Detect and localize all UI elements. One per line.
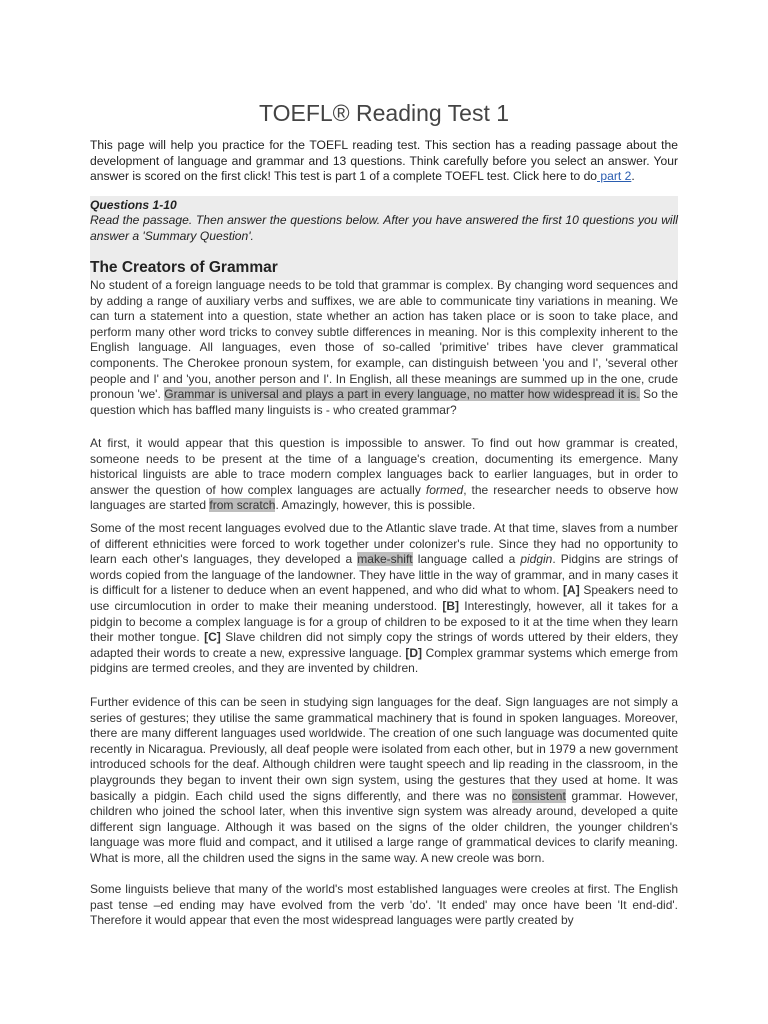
p3-highlight: make-shift bbox=[357, 552, 413, 567]
questions-instructions: Read the passage. Then answer the questions below. After you have answered the first 10 questions you will answer a 'Summary Question'. bbox=[90, 213, 678, 243]
insert-marker-b[interactable]: [B] bbox=[442, 598, 460, 613]
questions-heading: Questions 1-10 bbox=[90, 198, 177, 212]
p2-italic: formed bbox=[425, 482, 464, 497]
p1-text-a: No student of a foreign language needs to be told that grammar is complex. By changing word sequences and by adding a range of auxiliary verbs and suffixes, we are able to communicate tiny variations in meaning. We can turn a statement into a question, state whether an action has taken place or is soon to take place, and perform many other word tricks to convey subtle differences in meaning. Nor is this complexity inherent to the English language. All languages, even those of so-called 'primitive' tribes have clever grammatical components. The Cherokee pronoun system, for example, can distinguish between 'you and I', 'several other people and I' and 'you, another person and I'. In English, all these meanings are summed up in the one, crude pronoun 'we'. bbox=[90, 278, 678, 402]
p1-highlight: Grammar is universal and plays a part in every language, no matter how widespread it is. bbox=[164, 387, 640, 402]
intro-end: . bbox=[631, 169, 635, 184]
p4-text-b: grammar. However, children who joined the school later, when this inventive sign system was already around, developed a quite different sign language. Although it was based on the signs of the older children, the younger children's language was more fluid and compact, and it utilised a large range of grammatical devices to clarify meaning. What is more, all the children used the signs in the same way. A new creole was born. bbox=[90, 788, 678, 865]
passage-paragraph-3 bbox=[90, 521, 678, 677]
insert-marker-a[interactable]: [A] bbox=[563, 583, 580, 598]
intro-text: This page will help you practice for the TOEFL reading test. This section has a reading passage about the development of language and grammar and 13 questions. Think carefully before you select an answer. Your answer is scored on the first click! This test is part 1 of a complete TOEFL test. Click here to do bbox=[90, 138, 678, 184]
p3-text-g: Complex grammar systems which emerge from pidgins are termed creoles, and they are invented by children. bbox=[90, 645, 679, 676]
p3-italic: pidgin bbox=[520, 552, 553, 567]
page-title: TOEFL® Reading Test 1 bbox=[258, 100, 510, 126]
passage-paragraph-4 bbox=[90, 695, 678, 867]
p2-highlight: from scratch bbox=[209, 498, 276, 513]
passage-paragraph-1 bbox=[90, 278, 678, 418]
p5-text-a: Some linguists believe that many of the world's most established languages were creoles at first. The English past tense –ed ending may have evolved from the verb 'do'. 'It ended' may once have been 'It end-did'. Therefore it would appear that even the most widespread languages were partly created by bbox=[90, 882, 678, 928]
intro-paragraph bbox=[90, 138, 678, 185]
p1-text-b: So the question which has baffled many linguists is - who created grammar? bbox=[90, 387, 678, 417]
passage-paragraph-2 bbox=[90, 436, 678, 514]
insert-marker-d[interactable]: [D] bbox=[405, 645, 423, 660]
p3-text-e: Interestingly, however, all it takes for a pidgin to become a complex language is for a group of children to be exposed to it at the time when they learn their mother tongue. bbox=[90, 598, 679, 645]
insert-marker-c[interactable]: [C] bbox=[204, 630, 221, 645]
p3-text-f: Slave children did not simply copy the strings of words uttered by their elders, they adapted their words to create a new, expressive language. bbox=[90, 630, 679, 660]
part-2-link[interactable]: part 2 bbox=[597, 169, 632, 184]
p4-text-a: Further evidence of this can be seen in studying sign languages for the deaf. Sign languages are not simply a series of gestures; they utilise the same grammatical machinery that is found in spoken languages. Moreover, there are many different languages used worldwide. The creation of one such language was documented quite recently in Nicaragua. Previously, all deaf people were isolated from each other, but in 1979 a new government introduced schools for the deaf. Although children were taught speech and lip reading in the classroom, in the playgrounds they began to invent their own sign system, using the gestures that they used at home. It was basically a pidgin. Each child used the signs differently, and there was no bbox=[90, 695, 678, 803]
p4-highlight: consistent bbox=[511, 788, 566, 803]
p3-text-c: . Pidgins are strings of words copied from the language of the landowner. They have little in the way of grammar, and in many cases it is difficult for a listener to deduce when an event happened, and who did what to whom. bbox=[90, 552, 679, 598]
p3-text-a: Some of the most recent languages evolved due to the Atlantic slave trade. At that time, slaves from a number of different ethnicities were forced to work together under colonizer's rule. Since they had no opportunity to learn each other's languages, they developed a bbox=[90, 521, 678, 567]
passage-title: The Creators of Grammar bbox=[90, 259, 278, 276]
passage-paragraph-5 bbox=[90, 882, 678, 929]
p2-text-b: , the researcher needs to observe how languages are started bbox=[90, 482, 678, 513]
p3-text-b: language called a bbox=[412, 552, 521, 567]
p2-text-c: . Amazingly, however, this is possible. bbox=[275, 498, 476, 513]
p3-text-d: Speakers need to use circumlocution in order to make their meaning understood. bbox=[90, 583, 678, 613]
p2-text-a: At first, it would appear that this question is impossible to answer. To find out how grammar is created, someone needs to be present at the time of a language's creation, documenting its emergence. Many historical linguists are able to trace modern complex languages back to earlier languages, but in order to answer the question of how complex languages are actually bbox=[90, 436, 678, 497]
